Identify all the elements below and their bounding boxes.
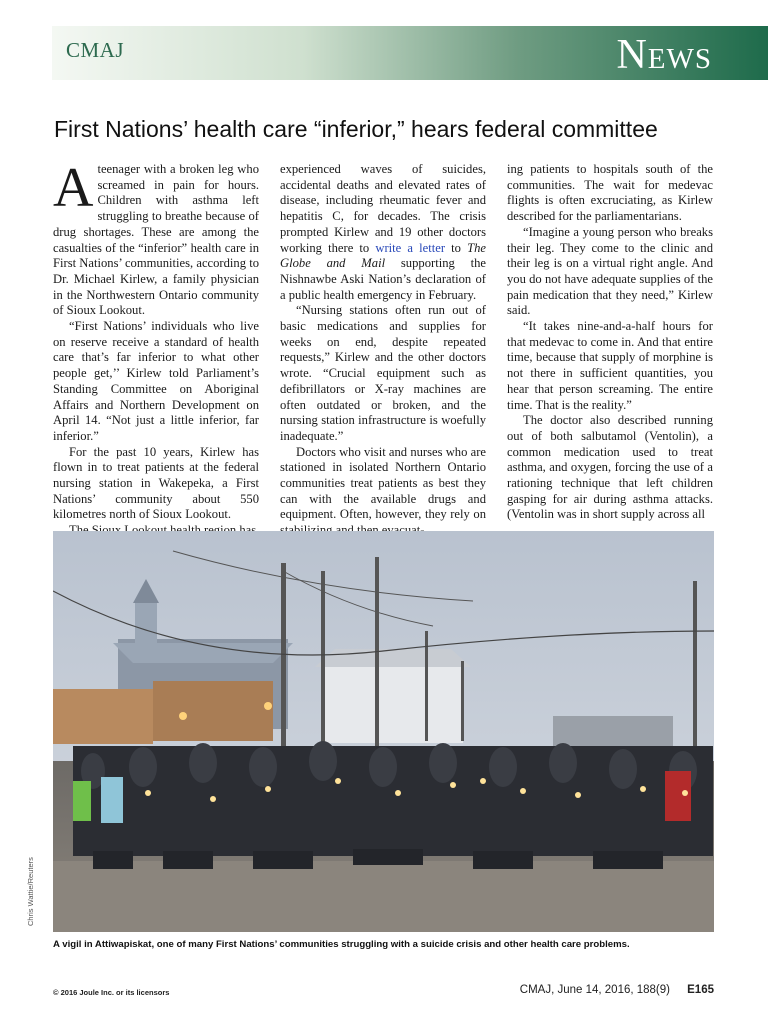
paragraph-text: supporting the Nishnawbe Aski Nation’s declaration of a public health emergency in February.: [280, 256, 486, 302]
paragraph: “It takes nine-and-a-half hours for that medevac to come in. And that entire time, because that supply of morphine is not there in sufficient quantities, you hear that person screaming. The entire time. That is the reality.”: [507, 319, 713, 412]
paragraph: For the past 10 years, Kirlew has flown in to treat patients at the federal nursing station in Wakepeka, a First Nations’ community about 550 kilometres north of Sioux Lookout.: [53, 444, 259, 522]
journal-citation: CMAJ, June 14, 2016, 188(9): [519, 984, 670, 996]
paragraph: [53, 157, 259, 319]
article-column-3: [507, 162, 713, 523]
photo-credit: Chris Wattie/Reuters: [26, 857, 35, 926]
letter-link[interactable]: write a letter: [375, 240, 446, 255]
journal-brand: CMAJ: [66, 38, 125, 62]
drop-cap: A: [53, 157, 94, 219]
paragraph-text: to: [445, 240, 468, 255]
article-column-1: [53, 157, 259, 539]
vigil-photo-illustration: [53, 531, 714, 932]
section-title: News: [616, 32, 712, 78]
paragraph: “Nursing stations often run out of basic medications and supplies for weeks on end, despite repeated requests,” Kirlew and the other doctors wrote. “Crucial equipment such as defibrillators or X-ray machines are often outdated or broken, and the nursing station infrastructure is woefully inadequate.”: [280, 303, 486, 443]
paragraph: ing patients to hospitals south of the communities. The wait for medevac flights is often excruciating, as Kirlew described for the parliamentarians.: [507, 162, 713, 224]
paragraph: “First Nations’ individuals who live on reserve receive a standard of health care that’s far inferior to what other people get,’’ Kirlew told Parliament’s Standing Committee on Aboriginal Affairs and Northern Development on April 14. “Not just a little inferior, far inferior.”: [53, 319, 259, 443]
paragraph: Doctors who visit and nurses who are stationed in isolated Northern Ontario communities treat patients as best they can with the available drugs and equipment. Often, however, they rely on: [280, 444, 486, 522]
paragraph: “Imagine a young person who breaks their leg. They come to the clinic and their leg is on a virtual right angle. And you do not have adequate supplies of the pain medication that they need,” Kirlew said.: [507, 224, 713, 318]
publication-name: The Globe and Mail: [280, 240, 487, 271]
copyright-notice: © 2016 Joule Inc. or its licensors: [53, 988, 170, 997]
paragraph-text: teenager with a broken leg who screamed in pain for hours. Children with asthma left struggling to breathe because of drug shortages. These are among the casualties of the “inferior” health care in First Nations’ communities, according to Dr. Michael Kirlew, a family physician in the Northwestern Ontario community of Sioux Lookout.: [53, 162, 259, 318]
page-number: E165: [687, 984, 714, 996]
photo-caption: A vigil in Attiwapiskat, one of many First Nations’ communities struggling with a suicide crisis and other health care problems.: [53, 939, 630, 950]
paragraph: [280, 162, 486, 303]
article-column-2: [280, 162, 486, 539]
article-headline: First Nations’ health care “inferior,” hears federal committee: [54, 116, 658, 142]
vigil-photo: [53, 531, 714, 932]
paragraph-text: experienced waves of suicides, accidental deaths and elevated rates of disease, including rheumatic fever and hepatitis C, for decades. The crisis prompted Kirlew and 19 other doctors working there to: [280, 162, 486, 255]
paragraph: The doctor also described running out of both salbutamol (Ventolin), a common medication used to treat asthma, and oxygen, forcing the use of a rationing technique that left children gasping for air during asthma attacks. (Ventolin was in short supply across all: [507, 413, 713, 522]
